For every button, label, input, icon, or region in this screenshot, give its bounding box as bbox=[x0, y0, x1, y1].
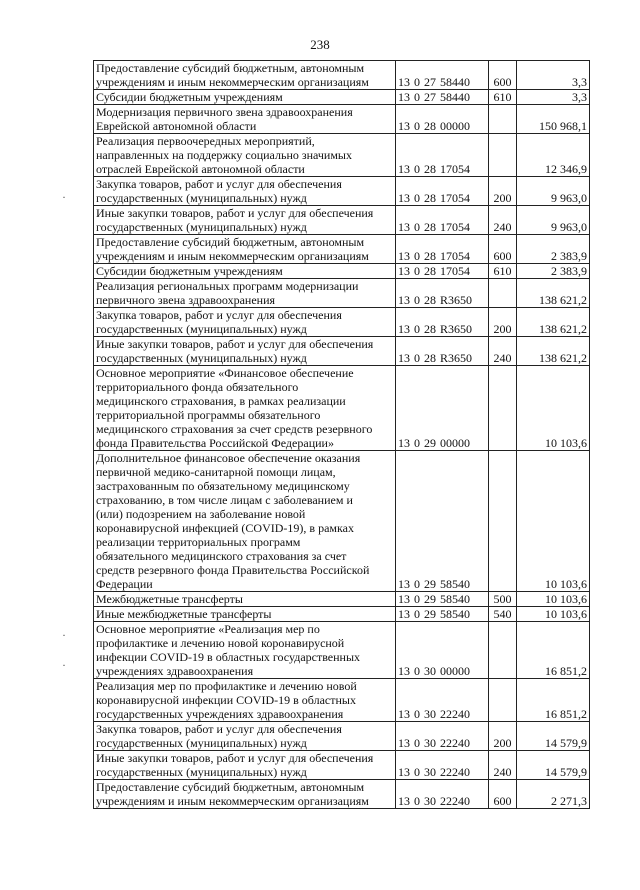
expense-type-code: 600 bbox=[489, 780, 517, 809]
expense-type-code: 600 bbox=[489, 61, 517, 90]
row-name-line: государственных (муниципальных) нужд bbox=[96, 351, 307, 365]
row-name-line: учреждениям и иным некоммерческим организациям bbox=[96, 249, 369, 263]
target-article-code: 13 0 28 17054 bbox=[396, 177, 489, 206]
amount: 2 271,3 bbox=[517, 780, 590, 809]
amount: 10 103,6 bbox=[517, 366, 590, 451]
target-article-code: 13 0 28 17054 bbox=[396, 206, 489, 235]
target-article-code: 13 0 29 58540 bbox=[396, 451, 489, 592]
row-name-line: Иные закупки товаров, работ и услуг для обеспечения bbox=[96, 751, 374, 765]
row-name-line: Предоставление субсидий бюджетным, автономным bbox=[96, 780, 365, 794]
row-name bbox=[94, 451, 396, 592]
row-name bbox=[94, 679, 396, 722]
row-name-line: реализации территориальных программ bbox=[96, 535, 301, 549]
expense-type-code: 240 bbox=[489, 751, 517, 780]
amount: 9 963,0 bbox=[517, 206, 590, 235]
table-row bbox=[94, 337, 590, 366]
amount: 138 621,2 bbox=[517, 337, 590, 366]
row-name-line: государственных (муниципальных) нужд bbox=[96, 322, 307, 336]
target-article-code: 13 0 28 00000 bbox=[396, 105, 489, 134]
target-article-code: 13 0 30 00000 bbox=[396, 622, 489, 679]
amount: 16 851,2 bbox=[517, 679, 590, 722]
table-row bbox=[94, 451, 590, 592]
expense-type-code: 200 bbox=[489, 722, 517, 751]
target-article-code: 13 0 30 22240 bbox=[396, 780, 489, 809]
row-name-line: Реализация первоочередных мероприятий, bbox=[96, 134, 315, 148]
expense-type-code: 200 bbox=[489, 308, 517, 337]
row-name-line: медицинского страхования за счет средств резервного bbox=[96, 422, 373, 436]
row-name bbox=[94, 337, 396, 366]
row-name-line: государственных (муниципальных) нужд bbox=[96, 736, 307, 750]
row-name bbox=[94, 105, 396, 134]
target-article-code: 13 0 28 R3650 bbox=[396, 279, 489, 308]
row-name-line: профилактике и лечению новой коронавирусной bbox=[96, 636, 345, 650]
row-name-line: Иные закупки товаров, работ и услуг для обеспечения bbox=[96, 337, 374, 351]
row-name-line: первичной медико-санитарной помощи лицам, bbox=[96, 465, 336, 479]
row-name bbox=[94, 177, 396, 206]
expense-type-code: 240 bbox=[489, 206, 517, 235]
target-article-code: 13 0 30 22240 bbox=[396, 679, 489, 722]
row-name bbox=[94, 264, 396, 279]
row-name-line: учреждениям и иным некоммерческим организациям bbox=[96, 794, 369, 808]
target-article-code: 13 0 29 58540 bbox=[396, 607, 489, 622]
row-name-line: Основное мероприятие «Финансовое обеспечение bbox=[96, 366, 354, 380]
margin-mark: · bbox=[62, 190, 66, 204]
target-article-code: 13 0 28 R3650 bbox=[396, 337, 489, 366]
amount: 3,3 bbox=[517, 61, 590, 90]
row-name-line: государственных (муниципальных) нужд bbox=[96, 220, 307, 234]
table-row bbox=[94, 235, 590, 264]
row-name-line: Предоставление субсидий бюджетным, автономным bbox=[96, 61, 365, 75]
row-name-line: Еврейской автономной области bbox=[96, 119, 257, 133]
amount: 9 963,0 bbox=[517, 177, 590, 206]
amount: 10 103,6 bbox=[517, 592, 590, 607]
table-row bbox=[94, 780, 590, 809]
expense-type-code bbox=[489, 366, 517, 451]
table-row bbox=[94, 105, 590, 134]
row-name-line: средств резервного фонда Правительства Российской bbox=[96, 563, 370, 577]
row-name-line: отраслей Еврейской автономной области bbox=[96, 162, 305, 176]
row-name-line: учреждениях здравоохранения bbox=[96, 664, 254, 678]
row-name-line: Иные межбюджетные трансферты bbox=[96, 607, 272, 621]
row-name-line: государственных (муниципальных) нужд bbox=[96, 765, 307, 779]
row-name-line: государственных учреждениях здравоохранения bbox=[96, 707, 344, 721]
expense-type-code bbox=[489, 134, 517, 177]
row-name bbox=[94, 90, 396, 105]
budget-table bbox=[93, 60, 590, 809]
row-name-line: Дополнительное финансовое обеспечение оказания bbox=[96, 451, 361, 465]
expense-type-code bbox=[489, 679, 517, 722]
target-article-code: 13 0 29 00000 bbox=[396, 366, 489, 451]
row-name-line: Иные закупки товаров, работ и услуг для обеспечения bbox=[96, 206, 374, 220]
amount: 3,3 bbox=[517, 90, 590, 105]
expense-type-code: 600 bbox=[489, 235, 517, 264]
expense-type-code: 240 bbox=[489, 337, 517, 366]
amount: 16 851,2 bbox=[517, 622, 590, 679]
row-name bbox=[94, 366, 396, 451]
expense-type-code bbox=[489, 279, 517, 308]
row-name-line: застрахованным по обязательному медицинскому bbox=[96, 479, 350, 493]
table-row bbox=[94, 308, 590, 337]
amount: 10 103,6 bbox=[517, 607, 590, 622]
table-row bbox=[94, 177, 590, 206]
table-row bbox=[94, 592, 590, 607]
expense-type-code bbox=[489, 622, 517, 679]
row-name bbox=[94, 751, 396, 780]
target-article-code: 13 0 29 58540 bbox=[396, 592, 489, 607]
row-name bbox=[94, 61, 396, 90]
target-article-code: 13 0 28 17054 bbox=[396, 134, 489, 177]
target-article-code: 13 0 27 58440 bbox=[396, 61, 489, 90]
margin-mark: · bbox=[62, 628, 66, 642]
table-row bbox=[94, 679, 590, 722]
expense-type-code: 200 bbox=[489, 177, 517, 206]
row-name-line: коронавирусной инфекцией (COVID-19), в рамках bbox=[96, 521, 354, 535]
expense-type-code: 610 bbox=[489, 90, 517, 105]
row-name bbox=[94, 780, 396, 809]
row-name bbox=[94, 206, 396, 235]
expense-type-code bbox=[489, 451, 517, 592]
row-name-line: первичного звена здравоохранения bbox=[96, 293, 276, 307]
row-name-line: Предоставление субсидий бюджетным, автономным bbox=[96, 235, 365, 249]
target-article-code: 13 0 28 R3650 bbox=[396, 308, 489, 337]
amount: 12 346,9 bbox=[517, 134, 590, 177]
row-name-line: Закупка товаров, работ и услуг для обеспечения bbox=[96, 308, 342, 322]
expense-type-code: 500 bbox=[489, 592, 517, 607]
table-row bbox=[94, 61, 590, 90]
row-name bbox=[94, 592, 396, 607]
row-name-line: Реализация мер по профилактике и лечению новой bbox=[96, 679, 357, 693]
row-name-line: Закупка товаров, работ и услуг для обеспечения bbox=[96, 722, 342, 736]
row-name-line: Федерации bbox=[96, 577, 153, 591]
table-row bbox=[94, 206, 590, 235]
table-row bbox=[94, 751, 590, 780]
amount: 14 579,9 bbox=[517, 751, 590, 780]
row-name-line: Основное мероприятие «Реализация мер по bbox=[96, 622, 320, 636]
row-name-line: учреждениям и иным некоммерческим организациям bbox=[96, 75, 369, 89]
amount: 2 383,9 bbox=[517, 264, 590, 279]
row-name-line: коронавирусной инфекции COVID-19 в областных bbox=[96, 693, 356, 707]
row-name-line: направленных на поддержку социально значимых bbox=[96, 148, 352, 162]
target-article-code: 13 0 27 58440 bbox=[396, 90, 489, 105]
amount: 2 383,9 bbox=[517, 235, 590, 264]
table-row bbox=[94, 607, 590, 622]
row-name bbox=[94, 308, 396, 337]
page-number: 238 bbox=[310, 37, 330, 52]
table-row bbox=[94, 366, 590, 451]
table-row bbox=[94, 90, 590, 105]
row-name-line: медицинского страхования, в рамках реализации bbox=[96, 394, 346, 408]
expense-type-code bbox=[489, 105, 517, 134]
row-name-line: Реализация региональных программ модернизации bbox=[96, 279, 359, 293]
target-article-code: 13 0 30 22240 bbox=[396, 722, 489, 751]
row-name bbox=[94, 607, 396, 622]
row-name-line: Субсидии бюджетным учреждениям bbox=[96, 90, 283, 104]
row-name bbox=[94, 722, 396, 751]
row-name bbox=[94, 622, 396, 679]
row-name-line: территориального фонда обязательного bbox=[96, 380, 299, 394]
row-name-line: территориальной программы обязательного bbox=[96, 408, 321, 422]
table-row bbox=[94, 264, 590, 279]
row-name-line: Межбюджетные трансферты bbox=[96, 592, 243, 606]
row-name bbox=[94, 134, 396, 177]
amount: 138 621,2 bbox=[517, 308, 590, 337]
row-name-line: (или) подозрением на заболевание новой bbox=[96, 507, 306, 521]
table-row bbox=[94, 134, 590, 177]
target-article-code: 13 0 28 17054 bbox=[396, 235, 489, 264]
row-name-line: государственных (муниципальных) нужд bbox=[96, 191, 307, 205]
target-article-code: 13 0 28 17054 bbox=[396, 264, 489, 279]
row-name bbox=[94, 279, 396, 308]
row-name-line: Субсидии бюджетным учреждениям bbox=[96, 264, 283, 278]
row-name-line: Закупка товаров, работ и услуг для обеспечения bbox=[96, 177, 342, 191]
row-name-line: обязательного медицинского страхования за счет bbox=[96, 549, 347, 563]
row-name-line: Модернизация первичного звена здравоохранения bbox=[96, 105, 353, 119]
row-name-line: инфекции COVID-19 в областных государственных bbox=[96, 650, 361, 664]
amount: 150 968,1 bbox=[517, 105, 590, 134]
expense-type-code: 540 bbox=[489, 607, 517, 622]
row-name bbox=[94, 235, 396, 264]
expense-type-code: 610 bbox=[489, 264, 517, 279]
amount: 138 621,2 bbox=[517, 279, 590, 308]
row-name-line: страхованию, в том числе лицам с заболеванием и bbox=[96, 493, 353, 507]
table-row bbox=[94, 622, 590, 679]
table-row bbox=[94, 722, 590, 751]
table-row bbox=[94, 279, 590, 308]
margin-mark: · bbox=[62, 658, 66, 672]
amount: 14 579,9 bbox=[517, 722, 590, 751]
row-name-line: фонда Правительства Российской Федерации» bbox=[96, 436, 334, 450]
target-article-code: 13 0 30 22240 bbox=[396, 751, 489, 780]
amount: 10 103,6 bbox=[517, 451, 590, 592]
